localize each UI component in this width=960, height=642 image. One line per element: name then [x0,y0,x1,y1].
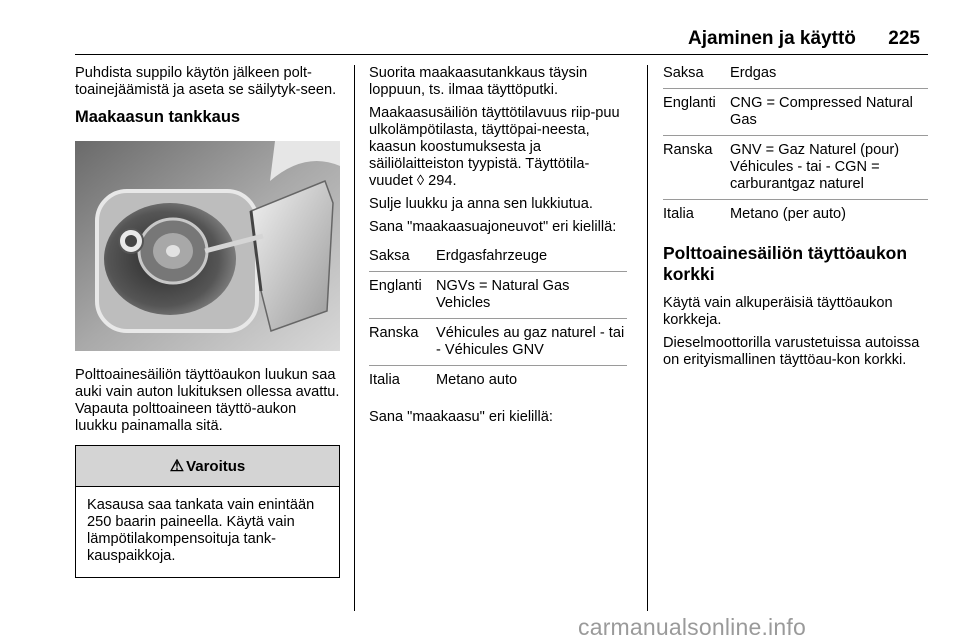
language-cell: Saksa [663,59,730,89]
fuel-filler-photo [75,141,340,351]
column-left [75,65,340,578]
section-heading: Polttoainesäiliön täyttöaukon korkki [663,243,908,284]
warning-title: Varoitus [186,457,246,475]
language-cell: Englanti [663,89,730,136]
term-cell: Véhicules au gaz naturel - tai - Véhicules GNV [436,319,627,366]
language-cell: Ranska [369,319,436,366]
section-heading: Maakaasun tankkaus [75,108,241,126]
paragraph: Sana "maakaasuajoneuvot" eri kielillä: [369,219,617,235]
intro-paragraph: Puhdista suppilo käytön jälkeen polt-toainejäämistä ja aseta se säilytyk-seen. [75,65,337,98]
table-row [369,319,627,366]
term-cell: NGVs = Natural Gas Vehicles [436,272,627,319]
column-middle [369,65,627,432]
paragraph: Suorita maakaasutankkaus täysin loppuun, ts. ilmaa täyttöputki. [369,65,588,98]
paragraph: Sana "maakaasu" eri kielillä: [369,409,553,425]
term-cell: Metano (per auto) [730,206,847,222]
table-row [369,272,627,319]
paragraph: Sulje luukku ja anna sen lukkiutua. [369,196,593,212]
table-row [663,200,928,230]
column-right [663,65,928,375]
warning-box [75,445,340,578]
capacity-text: Maakaasusäiliön täyttötilavuus riip-puu ulkolämpötilasta, täyttöpai-neesta, kaasun koostumuksesta ja säiliölaitteiston tyypistä. Täyttötila-vuudet [369,105,620,189]
warning-header [76,446,339,487]
language-cell: Italia [663,206,694,222]
term-cell: Metano auto [436,372,518,388]
term-cell: Erdgas [730,59,928,89]
watermark: carmanualsonline.info [578,614,806,640]
paragraph: Käytä vain alkuperäisiä täyttöaukon korkkeja. [663,295,893,328]
table-row [663,136,928,200]
warning-text: Kasausa saa tankata vain enintään 250 baarin paineella. Käytä vain lämpötilakompensoituja tank-kauspaikkoja. [87,497,315,564]
language-cell: Saksa [369,242,436,272]
term-cell: CNG = Compressed Natural Gas [730,89,928,136]
column-divider [647,65,648,611]
term-cell: Erdgasfahrzeuge [436,242,627,272]
language-cell: Ranska [663,136,730,200]
page-reference: 294. [428,173,457,189]
header-rule [75,54,928,55]
term-cell: GNV = Gaz Naturel (pour) Véhicules - tai - CGN = carburantgaz naturel [730,136,928,200]
warning-icon: ⚠ [169,457,185,475]
page-number: 225 [888,28,920,49]
gas-term-table [663,59,928,229]
table-row [663,59,928,89]
page-reference-icon: ◊ [416,173,425,189]
language-cell: Italia [369,372,400,388]
table-row [663,89,928,136]
section-title: Ajaminen ja käyttö [688,28,856,49]
page-header [688,28,928,54]
column-divider [354,65,355,611]
table-row [369,366,627,396]
table-row [369,242,627,272]
language-cell: Englanti [369,272,436,319]
vehicle-term-table [369,242,627,395]
opening-instructions: Polttoainesäiliön täyttöaukon luukun saa auki vain auton lukituksen ollessa avattu. Vapauta polttoaineen täyttö-aukon luukku painamalla sitä. [75,367,340,434]
paragraph: Dieselmoottorilla varustetuissa autoissa on erityismallinen täyttöau-kon korkki. [663,335,920,368]
paragraph-capacity [369,105,627,190]
